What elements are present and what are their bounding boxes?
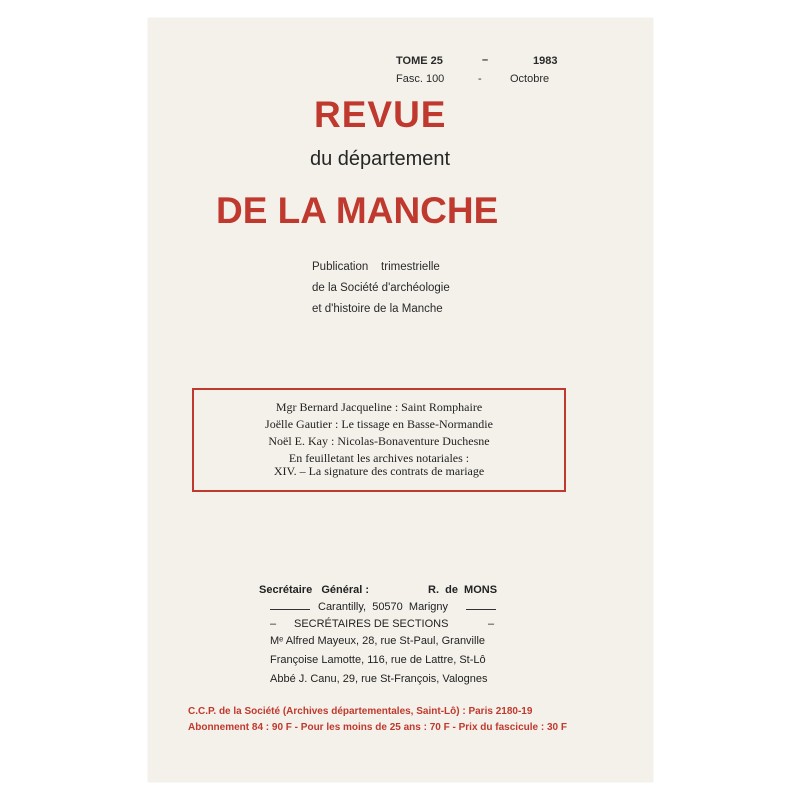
magazine-cover [148,18,653,782]
contents-box [192,388,566,492]
title-revue: REVUE [314,94,447,135]
sections-label: SECRÉTAIRES DE SECTIONS [294,618,449,630]
header-dash: – [482,54,489,66]
section-secretary-3: Abbé J. Canu, 29, rue St-François, Valognes [270,673,488,685]
section-secretary-1: Mᵉ Alfred Mayeux, 28, rue St-Paul, Granville [270,635,486,647]
year: 1983 [533,55,558,67]
section-secretary-2: Françoise Lamotte, 116, rue de Lattre, St-Lô [270,654,486,666]
publication-line-2: de la Société d'archéologie [312,282,450,294]
tome-number: TOME 25 [396,55,443,67]
secretary-general-name: R. de MONS [428,584,498,596]
sections-dash-left: – [270,618,277,630]
secretary-general-label: Secrétaire Général : [259,584,370,596]
title-du-departement: du département [310,148,451,170]
header-dash-2: - [478,73,482,85]
secretary-general-address: Carantilly, 50570 Marigny [318,601,449,613]
title-de-la-manche: DE LA MANCHE [216,190,499,231]
contents-item-3: Noël E. Kay : Nicolas-Bonaventure Duchesne [268,434,490,448]
month: Octobre [510,73,550,85]
publication-line-3: et d'histoire de la Manche [312,303,443,315]
address-rule-left [270,609,310,610]
fascicule-number: Fasc. 100 [396,73,445,85]
contents-item-4: En feuilletant les archives notariales : [288,451,470,465]
contents-item-5: XIV. – La signature des contrats de mariage [273,464,485,478]
address-rule-right [466,609,496,610]
footer-subscription: Abonnement 84 : 90 F - Pour les moins de 25 ans : 70 F - Prix du fascicule : 30 F [188,722,567,733]
publication-line-1: Publication trimestrielle [312,261,440,273]
sections-dash-right: – [488,618,495,630]
contents-item-2: Joëlle Gautier : Le tissage en Basse-Normandie [265,417,493,431]
contents-item-1: Mgr Bernard Jacqueline : Saint Romphaire [275,400,483,414]
footer-ccp: C.C.P. de la Société (Archives départementales, Saint-Lô) : Paris 2180-19 [188,706,533,717]
